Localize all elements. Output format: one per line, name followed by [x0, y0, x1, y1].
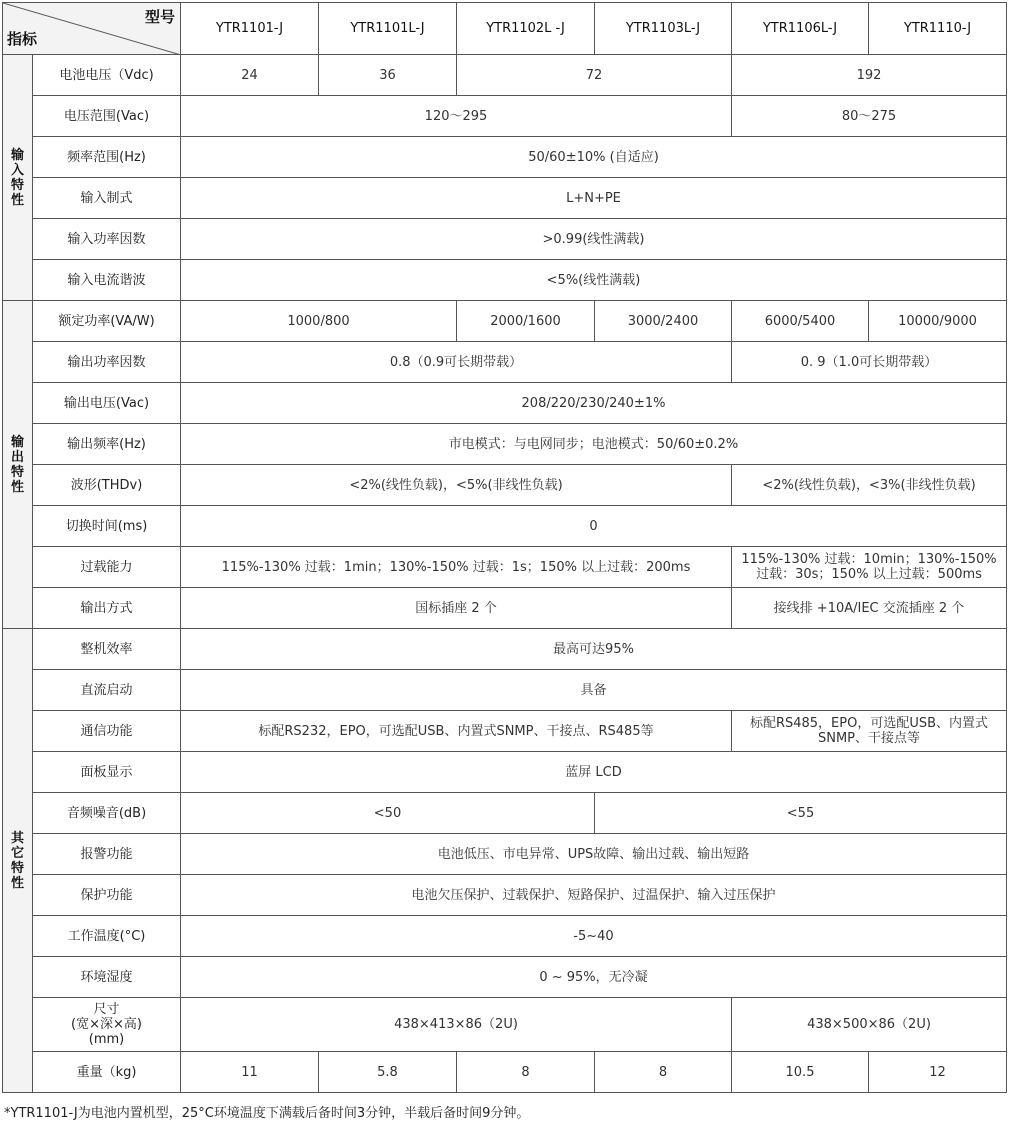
table-row — [3, 383, 1007, 424]
param-label: 电池电压（Vdc) — [33, 55, 181, 96]
param-label: 额定功率(VA/W) — [33, 301, 181, 342]
table-row — [3, 670, 1007, 711]
value-cell: 0. 9（1.0可长期带载） — [732, 342, 1007, 383]
category-input-label: 输入特性 — [10, 147, 24, 208]
value-cell: 50/60±10% (自适应) — [181, 137, 1007, 178]
param-label-line: 尺寸 — [93, 1002, 120, 1017]
value-cell: <2%(线性负载)，<5%(非线性负载) — [181, 465, 732, 506]
value-cell: 8 — [595, 1052, 732, 1093]
param-label: 面板显示 — [33, 752, 181, 793]
table-row — [3, 219, 1007, 260]
value-cell: 蓝屏 LCD — [181, 752, 1007, 793]
value-cell: 208/220/230/240±1% — [181, 383, 1007, 424]
value-cell — [732, 547, 1007, 588]
param-label: 环境湿度 — [33, 957, 181, 998]
table-row — [3, 834, 1007, 875]
param-label: 报警功能 — [33, 834, 181, 875]
value-cell: <5%(线性满载) — [181, 260, 1007, 301]
corner-header-cell — [3, 3, 181, 55]
value-cell: -5~40 — [181, 916, 1007, 957]
table-row — [3, 1052, 1007, 1093]
value-cell: 438×413×86（2U) — [181, 998, 732, 1052]
value-cell: 6000/5400 — [732, 301, 869, 342]
param-label: 直流启动 — [33, 670, 181, 711]
value-cell: 2000/1600 — [457, 301, 595, 342]
model-header: YTR1101L-J — [319, 3, 457, 55]
table-row — [3, 342, 1007, 383]
value-cell: 1000/800 — [181, 301, 457, 342]
category-other-cell — [3, 629, 33, 1093]
table-row — [3, 875, 1007, 916]
category-other-label: 其它特性 — [10, 830, 24, 891]
value-line: 标配RS485，EPO，可选配USB、内置式 — [749, 716, 989, 731]
category-output-cell — [3, 301, 33, 629]
param-label: 保护功能 — [33, 875, 181, 916]
table-row — [3, 301, 1007, 342]
model-header: YTR1102L -J — [457, 3, 595, 55]
value-cell: 36 — [319, 55, 457, 96]
value-cell: L+N+PE — [181, 178, 1007, 219]
table-row — [3, 752, 1007, 793]
param-label: 输入功率因数 — [33, 219, 181, 260]
value-cell: 市电模式：与电网同步；电池模式：50/60±0.2% — [181, 424, 1007, 465]
value-cell: 192 — [732, 55, 1007, 96]
value-cell: 10000/9000 — [869, 301, 1007, 342]
value-cell: <55 — [595, 793, 1007, 834]
table-row — [3, 957, 1007, 998]
value-cell: 0.8（0.9可长期带载） — [181, 342, 732, 383]
value-cell: 电池欠压保护、过载保护、短路保护、过温保护、输入过压保护 — [181, 875, 1007, 916]
spec-table — [2, 2, 1007, 1093]
value-cell: <50 — [181, 793, 595, 834]
param-label: 重量（kg) — [33, 1052, 181, 1093]
param-label: 切换时间(ms) — [33, 506, 181, 547]
value-cell: 11 — [181, 1052, 319, 1093]
table-row — [3, 424, 1007, 465]
value-cell: 电池低压、市电异常、UPS故障、输出过载、输出短路 — [181, 834, 1007, 875]
table-row — [3, 588, 1007, 629]
table-row — [3, 629, 1007, 670]
table-row — [3, 711, 1007, 752]
table-row — [3, 998, 1007, 1052]
value-cell: 3000/2400 — [595, 301, 732, 342]
spec-corner-label: 指标 — [7, 30, 38, 48]
value-cell: 8 — [457, 1052, 595, 1093]
value-line: 过载：30s；150% 以上过载：500ms — [756, 567, 982, 582]
value-cell — [732, 711, 1007, 752]
model-header: YTR1106L-J — [732, 3, 869, 55]
model-corner-label: 型号 — [144, 8, 175, 26]
value-cell: 5.8 — [319, 1052, 457, 1093]
param-label-line: (mm) — [88, 1032, 125, 1047]
category-output-label: 输出特性 — [10, 434, 24, 495]
value-cell: 115%-130% 过载：1min；130%-150% 过载：1s；150% 以上过载：200ms — [181, 547, 732, 588]
value-cell: 接线排 +10A/IEC 交流插座 2 个 — [732, 588, 1007, 629]
table-row — [3, 55, 1007, 96]
param-label: 音频噪音(dB) — [33, 793, 181, 834]
value-cell: 0 ~ 95%，无冷凝 — [181, 957, 1007, 998]
param-label: 输出电压(Vac) — [33, 383, 181, 424]
table-row — [3, 260, 1007, 301]
value-cell: 具备 — [181, 670, 1007, 711]
model-header: YTR1103L-J — [595, 3, 732, 55]
value-line: 115%-130% 过载：10min；130%-150% — [741, 552, 997, 567]
value-cell: 10.5 — [732, 1052, 869, 1093]
value-cell: 72 — [457, 55, 732, 96]
table-row — [3, 96, 1007, 137]
table-row — [3, 916, 1007, 957]
table-row — [3, 506, 1007, 547]
param-label: 频率范围(Hz) — [33, 137, 181, 178]
param-label: 通信功能 — [33, 711, 181, 752]
table-row — [3, 793, 1007, 834]
param-label: 过载能力 — [33, 547, 181, 588]
model-header: YTR1110-J — [869, 3, 1007, 55]
model-header: YTR1101-J — [181, 3, 319, 55]
value-cell: 120～295 — [181, 96, 732, 137]
param-label-line: (宽×深×高) — [71, 1017, 142, 1032]
param-label: 输入电流谐波 — [33, 260, 181, 301]
table-row — [3, 547, 1007, 588]
value-line: SNMP、干接点等 — [817, 731, 921, 746]
value-cell: 最高可达95% — [181, 629, 1007, 670]
value-cell: <2%(线性负载)，<3%(非线性负载) — [732, 465, 1007, 506]
value-cell: 0 — [181, 506, 1007, 547]
param-label: 输出功率因数 — [33, 342, 181, 383]
table-row — [3, 465, 1007, 506]
param-label: 输出频率(Hz) — [33, 424, 181, 465]
category-input-cell — [3, 55, 33, 301]
header-row — [3, 3, 1007, 55]
footnote: *YTR1101-J为电池内置机型，25°C环境温度下满载后备时间3分钟，半载后备时间9分钟。 — [4, 1106, 530, 1121]
param-label: 工作温度(°C) — [33, 916, 181, 957]
value-cell: 80～275 — [732, 96, 1007, 137]
table-row — [3, 137, 1007, 178]
param-label: 输入制式 — [33, 178, 181, 219]
value-cell: >0.99(线性满载) — [181, 219, 1007, 260]
value-cell: 438×500×86（2U) — [732, 998, 1007, 1052]
value-cell: 国标插座 2 个 — [181, 588, 732, 629]
param-label: 整机效率 — [33, 629, 181, 670]
param-label: 电压范围(Vac) — [33, 96, 181, 137]
param-label: 波形(THDv) — [33, 465, 181, 506]
value-cell: 标配RS232，EPO，可选配USB、内置式SNMP、干接点、RS485等 — [181, 711, 732, 752]
value-cell: 24 — [181, 55, 319, 96]
param-label: 输出方式 — [33, 588, 181, 629]
value-cell: 12 — [869, 1052, 1007, 1093]
param-label — [33, 998, 181, 1052]
footnotes — [4, 1105, 1004, 1122]
table-row — [3, 178, 1007, 219]
